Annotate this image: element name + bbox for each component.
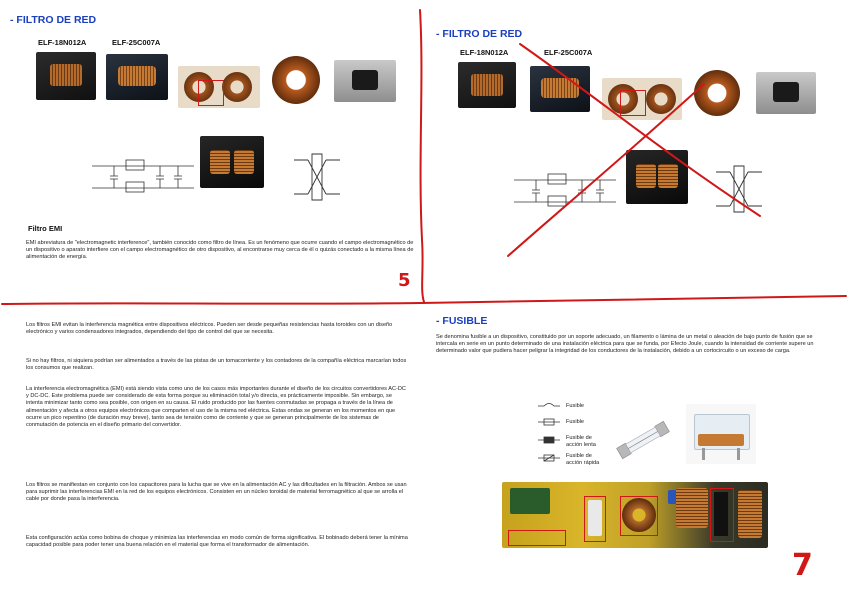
slide3-paragraph-1: Los filtros EMI evitan la interferencia magnética entre dispositivos eléctricos. Pueden ser desde pequeñas resistencias hasta toroides con un diseño electrónico y varios condensadores integrados, dependiendo del tipo de control del que se necesita. [26, 322, 393, 336]
slide2-label-b: ELF-25C007A [544, 48, 593, 57]
slide2-title: - FILTRO DE RED [436, 28, 523, 40]
fuse-symbol-label-2: Fusible [566, 419, 585, 425]
slide1-label-b: ELF-25C007A [112, 38, 161, 47]
vertical-divider-line [420, 10, 424, 302]
fuse-symbol-label-4: Fusible de acción rápida [566, 453, 600, 467]
slide3-paragraph-2: Si no hay filtros, ni siquiera podrían ser alimentados a través de las pistas de un tomacorriente y los contadores de la compañía eléctrica marcarían todos los consumos que realizan. [26, 358, 407, 372]
cross-out-stroke-2 [508, 84, 704, 256]
section-heading: Filtro EMI [28, 224, 63, 233]
slide1-label-a: ELF-18N012A [38, 38, 87, 47]
slide3-paragraph-3: La interferencia electromagnética (EMI) está siendo vista como uno de los casos más importantes durante el diseño de los circuitos convertidores AC-DC y DC-DC. Este problema puede ser considerado de esta forma porque su eliminación total y/o directa, es prácticamente imposible. Sin embargo, se intenta minimizar tanto como sea posible, con origen en su causa. El ruido producido por las fuentes conmutadas se propaga a través de la línea de alimentación y afecta a otros equipos electrónicos que comparten el uso de la misma red eléctrica. Estas ondas se generan en los momentos en que ocurre un pico repentino (de duración muy breve), tanto sea de tensión como de corriente y que se generan principalmente de los sistemas de conmutación de potencia en el diseño primario del convertidor. [26, 386, 406, 429]
fuse-symbol-label-1: Fusible [566, 403, 585, 409]
slide2-label-a: ELF-18N012A [460, 48, 509, 57]
slide4-title: - FUSIBLE [436, 315, 488, 327]
emi-paragraph: EMI abreviatura de "electromagnetic interference", también conocido como filtro de línea. Es un fenómeno que ocurre cuando el campo electromagnético de un dispositivo o aparato interfiere con el campo electromagnético de otro dispositivo, al encontrarse muy cerca de él o quizás conectado a la misma línea de alimentación de energía. [26, 240, 414, 261]
slide3-paragraph-5: Esta configuración actúa como bobina de choque y minimiza las interferencias en modo común de forma significativa. El bobinado deberá tener la mínima capacidad posible para poder tener una buena relación en el material que forma el transformador de alimentación. [26, 535, 408, 549]
page-mark-7: 7 [792, 548, 813, 583]
fuse-symbol-label-3: Fusible de acción lenta [566, 435, 596, 449]
cross-out-stroke-1 [520, 44, 760, 216]
slide3-paragraph-4: Los filtros se manifiestan en conjunto con los capacitores para la lucha que se vive en la alimentación AC y las dificultades en la filtración. Ambos se usan para suprimir las interferencias EMI en la red de los equipos electrónicos. Consisten en un núcleo toroidal de material ferromagnético al que se arrolla el cable por donde pasa la interferencia. [26, 482, 407, 503]
page-mark-5: 5 [398, 270, 411, 291]
fusible-paragraph: Se denomina fusible a un dispositivo, constituido por un soporte adecuado, un filamento o lámina de un metal o aleación de bajo punto de fusión que se intercala en serie en un punto determinado de una instalación eléctrica para que se funda, por Efecto Joule, cuando la intensidad de corriente supere un determinado valor que pudiera hacer peligrar la integridad de los conductores de la instalación, debido a un cortocircuito o un exceso de carga. [436, 334, 814, 355]
slide1-title: - FILTRO DE RED [10, 14, 97, 26]
